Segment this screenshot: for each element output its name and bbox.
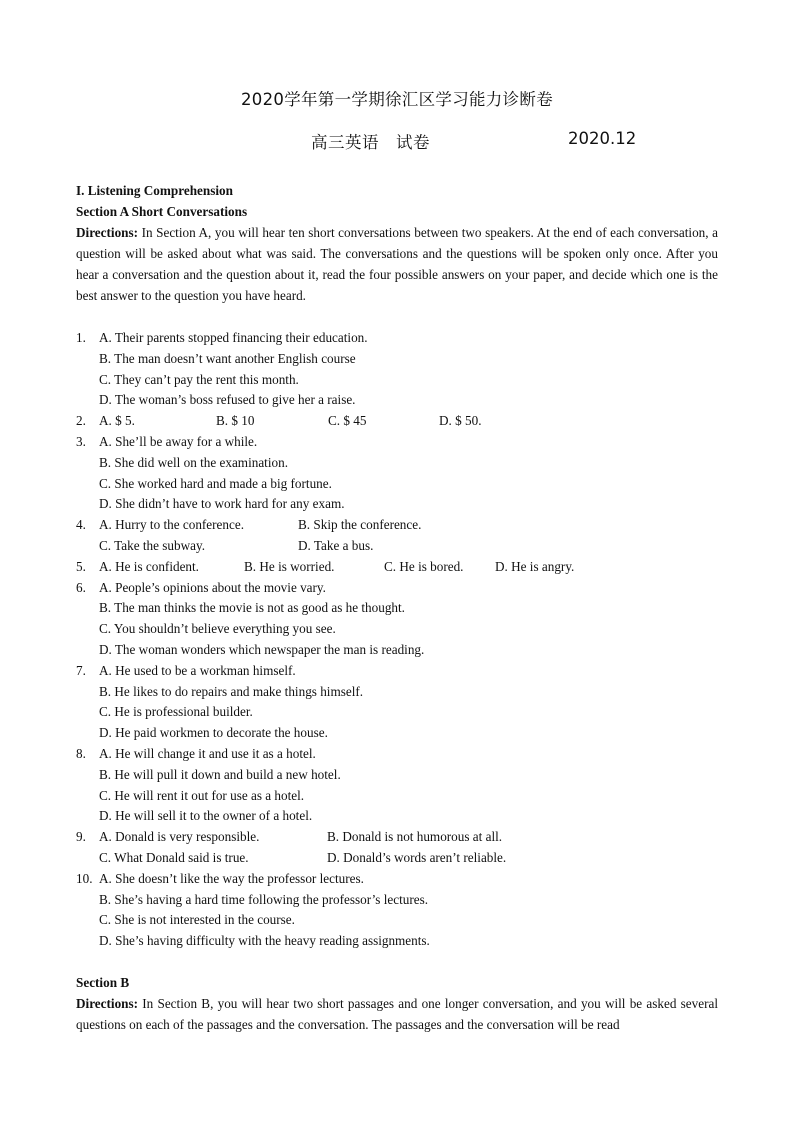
option-c: C. $ 45 (328, 413, 367, 429)
option-c: C. He is bored. (384, 558, 464, 574)
option-a: A. He is confident. (99, 558, 199, 574)
question-8 (76, 743, 718, 764)
part-heading: I. Listening Comprehension (76, 183, 233, 198)
option-a: A. Hurry to the conference. (99, 517, 244, 533)
question-5 (76, 556, 718, 577)
question-2 (76, 410, 718, 431)
option-b: B. She did well on the examination. (99, 454, 288, 470)
exam-title: 2020学年第一学期徐汇区学习能力诊断卷 (241, 90, 553, 109)
option-b: B. $ 10 (216, 413, 255, 429)
option-d: D. She didn’t have to work hard for any exam. (99, 496, 345, 512)
option-c: C. He is professional builder. (99, 704, 253, 720)
option-c: C. Take the subway. (99, 537, 206, 553)
option-d: D. $ 50. (439, 413, 482, 429)
option-a: A. She’ll be away for a while. (99, 433, 258, 449)
question-number: 4. (76, 517, 86, 533)
option-d: D. The woman wonders which newspaper the man is reading. (99, 641, 425, 657)
option-c: C. He will rent it out for use as a hotel. (99, 787, 305, 803)
exam-subtitle: 高三英语 试卷 (311, 133, 430, 152)
section-a-heading: Section A Short Conversations (76, 204, 248, 219)
question-number: 9. (76, 829, 86, 845)
option-c: C. She worked hard and made a big fortune. (99, 475, 332, 491)
option-b: B. He is worried. (244, 558, 335, 574)
option-b: B. He will pull it down and build a new hotel. (99, 766, 341, 782)
option-b: B. She’s having a hard time following the professor’s lectures. (99, 891, 429, 907)
option-d: D. Take a bus. (298, 537, 374, 553)
option-c: C. She is not interested in the course. (99, 912, 295, 928)
question-3 (76, 431, 718, 452)
question-number: 1. (76, 330, 86, 345)
section-b-directions (76, 993, 718, 1035)
question-9 (76, 826, 718, 847)
directions-label: Directions: (76, 225, 139, 240)
option-c: C. They can’t pay the rent this month. (99, 371, 299, 387)
option-a: A. People’s opinions about the movie vary. (99, 579, 326, 595)
option-a: A. Their parents stopped financing their education. (99, 330, 368, 345)
option-d: D. He will sell it to the owner of a hotel. (99, 808, 313, 824)
option-d: D. Donald’s words aren’t reliable. (327, 849, 507, 865)
option-a: A. He used to be a workman himself. (99, 662, 296, 678)
directions-label: Directions: (76, 995, 139, 1011)
question-number: 7. (76, 662, 86, 678)
option-d: D. He paid workmen to decorate the house. (99, 725, 328, 741)
question-number: 3. (76, 433, 86, 449)
option-d: D. He is angry. (495, 558, 575, 574)
question-number: 5. (76, 558, 86, 574)
directions-text: In Section A, you will hear ten short conversations between two speakers. At the end of each conversation, a question will be asked about what was said. The conversations and the questions will be spoken only once. After you hear a conversation and the question about it, read the four possible answers on your paper, and decide which one is the best answer to the question you have heard. (76, 225, 718, 303)
question-1 (76, 327, 718, 348)
directions-text: In Section B, you will hear two short passages and one longer conversation, and you will be asked several questions on each of the passages and the conversation. The passages and the conversation will be read (76, 995, 718, 1032)
option-b: B. The man doesn’t want another English course (99, 350, 356, 366)
section-b-heading: Section B (76, 974, 130, 990)
question-number: 6. (76, 579, 86, 595)
option-b: B. Donald is not humorous at all. (327, 829, 503, 845)
option-a: A. $ 5. (99, 413, 135, 429)
option-b: B. The man thinks the movie is not as good as he thought. (99, 600, 405, 616)
question-10 (76, 868, 718, 889)
section-a-directions (76, 222, 718, 306)
question-6 (76, 577, 718, 598)
option-a: A. Donald is very responsible. (99, 829, 260, 845)
option-b: B. He likes to do repairs and make things himself. (99, 683, 364, 699)
option-a: A. He will change it and use it as a hotel. (99, 745, 316, 761)
option-c: C. What Donald said is true. (99, 849, 249, 865)
option-d: D. She’s having difficulty with the heavy reading assignments. (99, 933, 430, 949)
question-number: 10. (76, 870, 93, 886)
exam-content (76, 180, 718, 1035)
exam-date: 2020.12 (568, 129, 637, 148)
option-c: C. You shouldn’t believe everything you see. (99, 621, 336, 637)
option-a: A. She doesn’t like the way the professor lectures. (99, 870, 364, 886)
question-number: 8. (76, 745, 86, 761)
option-d: D. The woman’s boss refused to give her a raise. (99, 392, 356, 408)
question-number: 2. (76, 413, 86, 429)
option-b: B. Skip the conference. (298, 517, 422, 533)
question-4 (76, 514, 718, 535)
question-7 (76, 660, 718, 681)
